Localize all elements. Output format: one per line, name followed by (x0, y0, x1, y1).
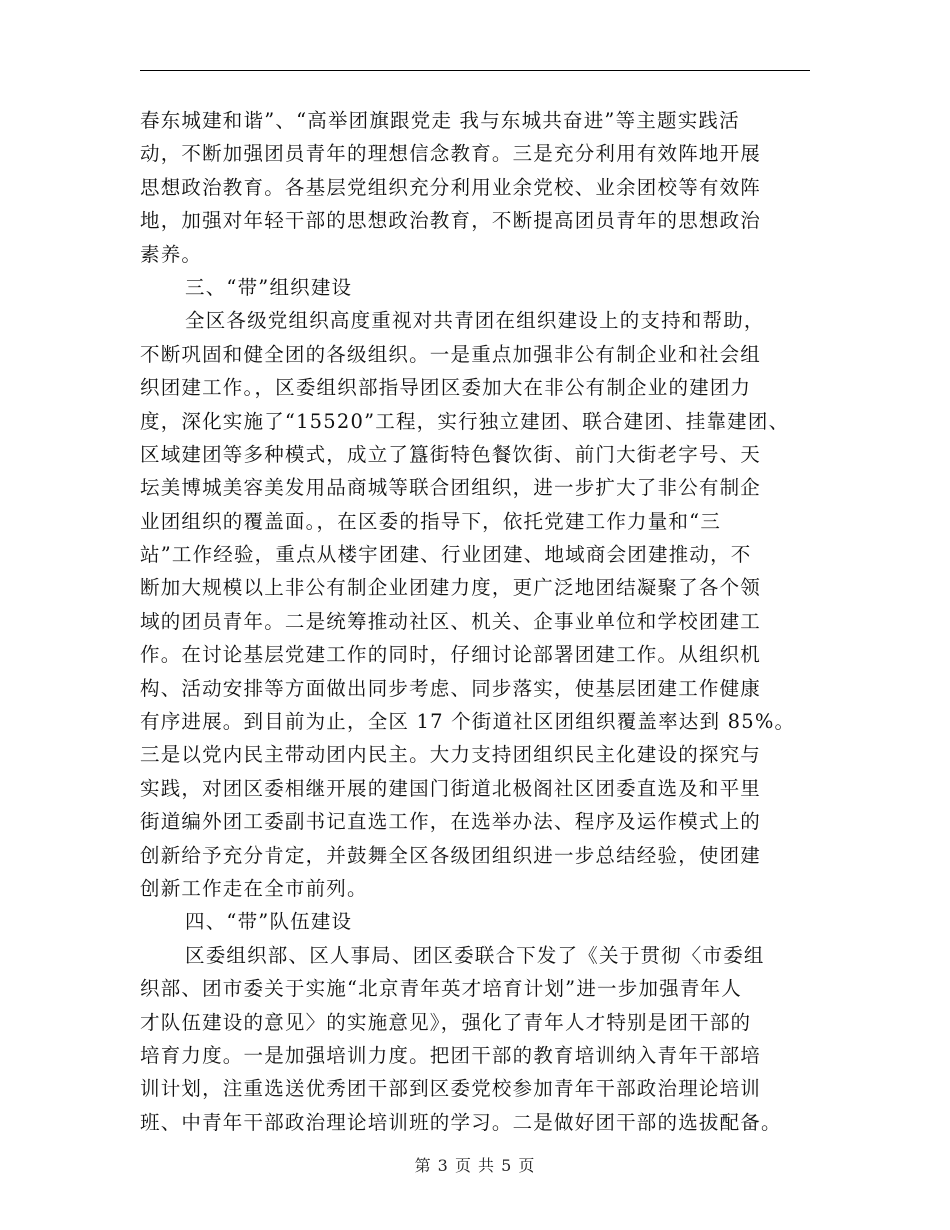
text-line: 街道编外团工委副书记直选工作，在选举办法、程序及运作模式上的 (140, 810, 762, 834)
document-body (140, 104, 820, 1139)
text-line: 有序进展。到目前为止，全区 17 个街道社区团组织覆盖率达到 85%。 (140, 710, 796, 734)
text-line: 域的团员青年。二是统筹推动社区、机关、企事业单位和学校团建工 (140, 609, 762, 633)
text-line: 不断巩固和健全团的各级组织。一是重点加强非公有制企业和社会组 (140, 342, 762, 366)
text-line: 区域建团等多种模式，成立了簋街特色餐饮街、前门大街老字号、天 (140, 442, 762, 466)
text-line: 度，深化实施了“15520”工程，实行独立建团、联合建团、挂靠建团、 (140, 409, 790, 433)
paragraph-start: 全区各级党组织高度重视对共青团在组织建设上的支持和帮助， (185, 309, 765, 333)
text-line: 实践，对团区委相继开展的建国门街道北极阁社区团委直选及和平里 (140, 776, 762, 800)
page-footer (0, 1153, 950, 1176)
text-line: 班、中青年干部政治理论培训班的学习。二是做好团干部的选拔配备。 (140, 1110, 782, 1134)
text-line: 素养。 (140, 242, 203, 266)
text-line: 训计划，注重选送优秀团干部到区委党校参加青年干部政治理论培训 (140, 1077, 762, 1101)
text-line: 地，加强对年轻干部的思想政治教育，不断提高团员青年的思想政治 (140, 209, 762, 233)
text-line: 坛美博城美容美发用品商城等联合团组织，进一步扩大了非公有制企 (140, 476, 762, 500)
section-heading: 三、“带”组织建设 (185, 275, 353, 299)
text-line: 构、活动安排等方面做出同步考虑、同步落实，使基层团建工作健康 (140, 676, 762, 700)
page-number-label: 第 3 页 共 5 页 (414, 1156, 536, 1175)
text-line: 才队伍建设的意见〉的实施意见》，强化了青年人才特别是团干部的 (140, 1010, 752, 1034)
text-line: 创新工作走在全市前列。 (140, 876, 368, 900)
section-heading: 四、“带”队伍建设 (185, 910, 353, 934)
header-rule (140, 70, 810, 71)
paragraph-start: 区委组织部、区人事局、团区委联合下发了《关于贯彻〈市委组 (185, 943, 765, 967)
text-line: 动，不断加强团员青年的理想信念教育。三是充分利用有效阵地开展 (140, 142, 762, 166)
text-line: 断加大规模以上非公有制企业团建力度，更广泛地团结凝聚了各个领 (140, 576, 762, 600)
text-line: 业团组织的覆盖面。，在区委的指导下，依托党建工作力量和“三 (140, 509, 722, 533)
text-line: 培育力度。一是加强培训力度。把团干部的教育培训纳入青年干部培 (140, 1043, 762, 1067)
text-line: 站”工作经验，重点从楼宇团建、行业团建、地域商会团建推动，不 (140, 543, 752, 567)
text-line: 三是以党内民主带动团内民主。大力支持团组织民主化建设的探究与 (140, 743, 762, 767)
text-line: 织部、团市委关于实施“北京青年英才培育计划”进一步加强青年人 (140, 977, 742, 1001)
text-line: 春东城建和谐”、“高举团旗跟党走 我与东城共奋进”等主题实践活 (140, 109, 740, 132)
text-line: 思想政治教育。各基层党组织充分利用业余党校、业余团校等有效阵 (140, 175, 762, 199)
text-line: 织团建工作。，区委组织部指导团区委加大在非公有制企业的建团力 (140, 376, 752, 400)
text-line: 作。在讨论基层党建工作的同时，仔细讨论部署团建工作。从组织机 (140, 643, 762, 667)
text-line: 创新给予充分肯定，并鼓舞全区各级团组织进一步总结经验，使团建 (140, 843, 762, 867)
